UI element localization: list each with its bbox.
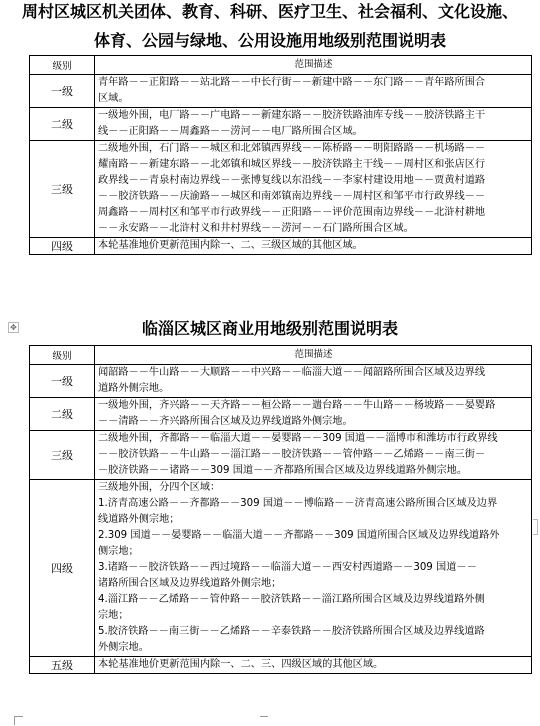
desc-line: 二级地外围，石门路－－城区和北郊镇西界线－－陈桥路－－明阳路路－－机场路－－: [98, 143, 486, 154]
desc-cell: [95, 365, 532, 398]
desc-line: 外侧宗地。: [98, 642, 149, 653]
desc-line: －胶济铁路－－诸路－－309 国道－－齐都路所围合区域及边界线道路外侧宗地。: [98, 465, 468, 476]
desc-line: 本轮基准地价更新范围内除一、二、三、四级区域的其他区域。: [98, 659, 384, 670]
level-cell: 三级: [30, 431, 95, 480]
desc-line: 1.济青高速公路－－齐都路－－309 国道－－博临路－－济青高速公路所围合区域及边界: [98, 498, 498, 509]
linzi-commercial-level-table: [29, 345, 532, 674]
desc-line: 4.淄江路－－乙烯路－－管仲路－－胶济铁路－－淄江路所围合区域及边界线道路外侧: [98, 594, 485, 605]
table-row: [30, 141, 532, 238]
desc-line: 诸路所围合区域及边界线道路外侧宗地；: [98, 578, 282, 589]
desc-cell: [95, 431, 532, 480]
level-cell: 三级: [30, 141, 95, 238]
table-row: [30, 75, 532, 108]
desc-line: 二级地外围，齐都路－－临淄大道－－晏婴路－－309 国道－－淄博市和潍坊市行政界线: [98, 433, 498, 444]
table-row: [30, 431, 532, 480]
desc-cell: [95, 141, 532, 238]
level-cell: 二级: [30, 398, 95, 431]
level-cell: 一级: [30, 75, 95, 108]
table-header-row: [30, 56, 532, 75]
header-level: 级别: [30, 56, 95, 75]
desc-line: 2.309 国道－－晏婴路－－临淄大道－－齐都路－－309 国道所围合区域及边界线道路外: [98, 530, 500, 541]
table-header-row: [30, 346, 532, 365]
desc-line: 一级地外围，齐兴路－－天齐路－－桓公路－－遄台路－－牛山路－－杨坡路－－晏婴路: [98, 400, 496, 411]
page-corner-mark: [14, 716, 23, 725]
desc-cell: [95, 657, 532, 674]
desc-line: 闻韶路－－牛山路－－大顺路－－中兴路－－临淄大道－－闻韶路所围合区域及边界线: [98, 367, 486, 378]
desc-line: 3.诸路－－胶济铁路－－西过境路－－临淄大道－－西安村西道路－－309 国道－－: [98, 562, 477, 573]
desc-cell: [95, 108, 532, 141]
header-level: 级别: [30, 346, 95, 365]
desc-line: 耀南路－－新建东路－－北郊镇和城区界线－－胶济铁路主干线－－周村区和张店区行: [98, 159, 486, 170]
desc-line: 本轮基准地价更新范围内除一、二、三级区域的其他区域。: [98, 240, 363, 251]
desc-line: －－胶济铁路－－牛山路－－淄江路－－胶济铁路－－管仲路－－乙烯路－－南三街－: [98, 449, 486, 460]
header-desc: 范围描述: [95, 56, 532, 75]
desc-cell: [95, 238, 532, 255]
table2-title: 临淄区城区商业用地级别范围说明表: [141, 319, 398, 338]
desc-cell: [95, 480, 532, 657]
table1-title-line1: 周村区城区机关团体、教育、科研、医疗卫生、社会福利、文化设施、: [21, 2, 518, 21]
table-row: [30, 365, 532, 398]
desc-line: －－清路－－齐兴路所围合区域及边界线道路外侧宗地。: [98, 416, 353, 427]
desc-line: 区域。: [98, 93, 129, 104]
desc-line: 周鑫路－－周村区和邹平市行政界线－－正阳路－－评价范围南边界线－－北浒村耕地: [98, 207, 486, 218]
table1-title-line2: 体育、公园与绿地、公用设施用地级别范围说明表: [93, 31, 446, 50]
desc-line: 政界线－－青泉村南边界线－－张博复线以东沿线－－李家村建设用地－－贾黄村道路: [98, 175, 486, 186]
table-row: [30, 480, 532, 657]
desc-line: 5.胶济铁路－－南三街－－乙烯路－－辛泰铁路－－胶济铁路所围合区域及边界线道路: [98, 626, 485, 637]
desc-line: 道路外侧宗地。: [98, 383, 170, 394]
desc-cell: [95, 75, 532, 108]
level-cell: 四级: [30, 480, 95, 657]
margin-bracket-mark: [533, 519, 538, 535]
desc-line: －－胶济铁路－－庆渝路－－城区和南郊镇南边界线－－周村区和邹平市行政界线－－: [98, 191, 486, 202]
desc-line: 三级地外围，分四个区域：: [98, 482, 221, 493]
desc-line: －－永安路－－北浒村义和井村界线－－涝河－－石门路所围合区域。: [98, 223, 414, 234]
level-cell: 五级: [30, 657, 95, 674]
table-row: [30, 108, 532, 141]
table-row: [30, 238, 532, 255]
page-corner-mark: [260, 716, 268, 725]
desc-line: 线道路外侧宗地；: [98, 514, 180, 525]
desc-line: 青年路－－正阳路－－站北路－－中长行街－－新建中路－－东门路－－青年路所围合: [98, 77, 486, 88]
level-cell: 一级: [30, 365, 95, 398]
desc-line: 线－－正阳路－－周鑫路－－涝河－－电厂路所围合区域。: [98, 126, 363, 137]
header-desc: 范围描述: [95, 346, 532, 365]
desc-line: 侧宗地；: [98, 546, 139, 557]
level-cell: 二级: [30, 108, 95, 141]
zhoucun-level-table: [29, 55, 532, 255]
table-row: [30, 657, 532, 674]
desc-line: 宗地；: [98, 610, 129, 621]
move-handle-icon[interactable]: ✥: [8, 322, 19, 333]
level-cell: 四级: [30, 238, 95, 255]
desc-cell: [95, 398, 532, 431]
desc-line: 一级地外围，电厂路－－广电路－－新建东路－－胶济铁路油库专线－－胶济铁路主干: [98, 110, 486, 121]
table-row: [30, 398, 532, 431]
